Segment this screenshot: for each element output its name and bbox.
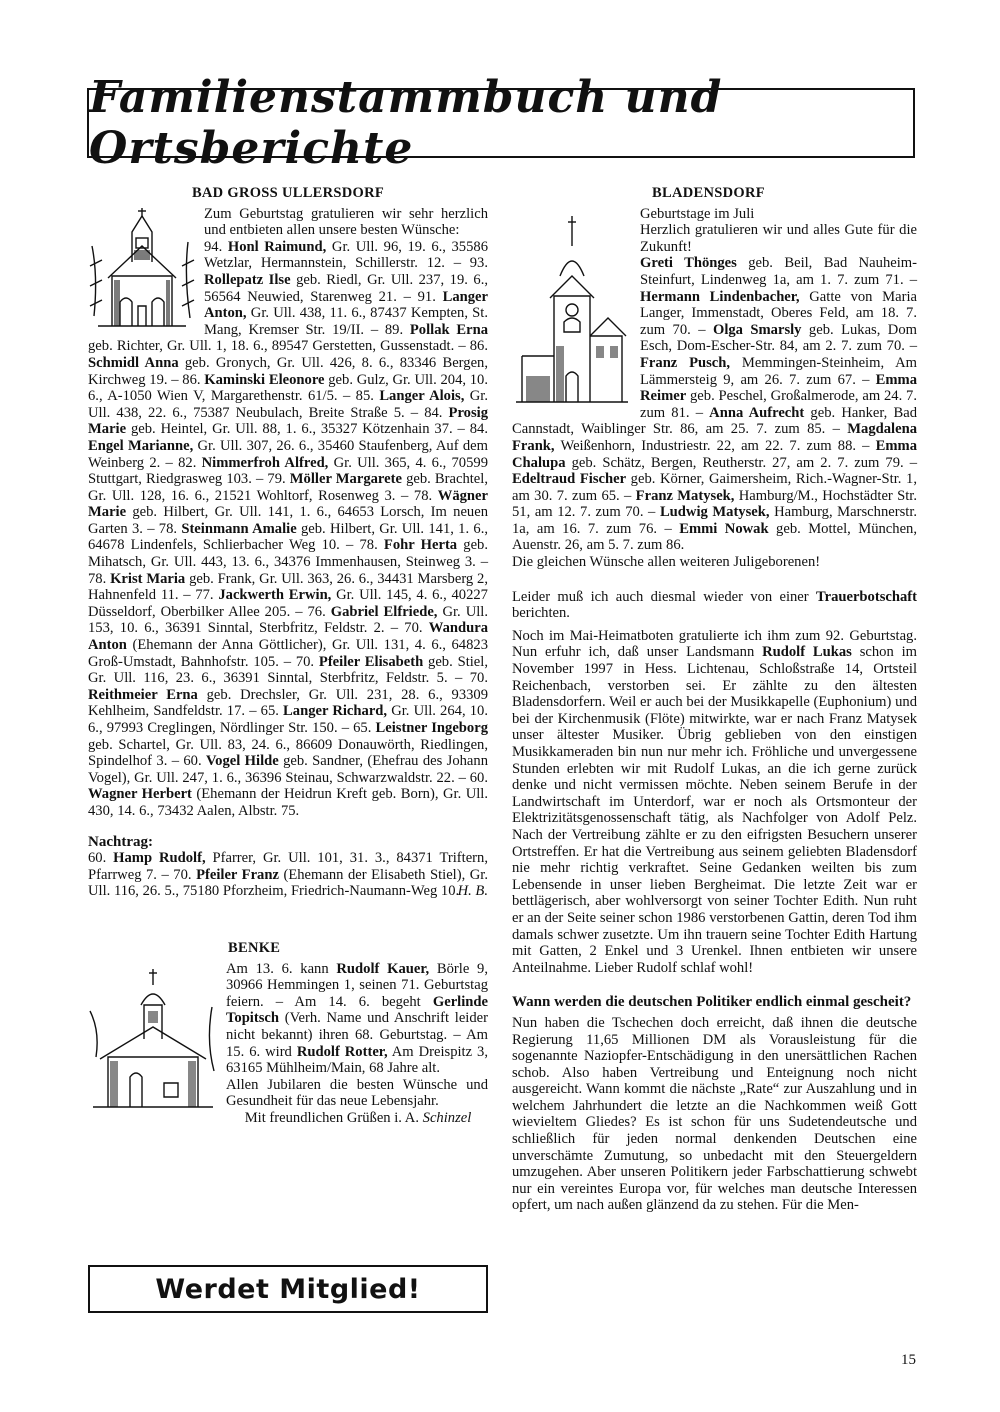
obit-name: Rudolf Lukas: [762, 644, 852, 661]
entry-name: Engel Marianne,: [88, 437, 194, 454]
benke-greeting-text: Mit freundlichen Grüßen i. A.: [244, 1109, 419, 1126]
membership-box: [88, 1265, 488, 1313]
entry-name: Magdalena Frank,: [512, 421, 917, 454]
entry-name: Leistner Ingeborg: [375, 720, 488, 736]
entry-text: geb. Schartel, Gr. Ull. 83, 24. 6., 86609 Donauwörth, Riedlingen, Spindelhof 3. – 60.: [88, 736, 488, 770]
entry-text: geb. Frank, Gr. Ull. 363, 26. 6., 34431 Marsberg 2, Hahnenfeld 11. – 77.: [88, 570, 488, 604]
trauer-text: [512, 589, 917, 622]
obit-post: schon im November 1997 in Hess. Lichtenau, Schloßstraße 14, Ortsteil Reichenbach, verstorben sei. Er zählte zu den ältesten Bladensdorfern. Weil er auch bei der Musikkapelle (Euphonium) und bei der Kirchenmusik (Flöte) mitwirkte, war er nach Franz Matysek unser ältester Musiker. Übrig geblieben von den einstigen Musikkameraden bin nun nur mehr ich. Fröhliche und unvergessene Stunden erlebten wir mit Rudolf Lukas, an die ich gerne zurück denke und nicht vermissen möchte. Neben seinem Berufe in der Landwirtschaft im Unterdorf, war er noch als Ortsmonteur der Elektrizitätsgenossenschaft tätig, als Nachfolger von Adolf Pelz. Nach der Vertreibung zählte er zu den eifrigsten Besuchern unserer Ortstreffen. Er hat die Vertreibung aus seinem geliebten Bladensdorf nie mehr richtig verkraftet. Seine Gedanken weilten bis zum Lebensende in unser lieben Bergheimat. Die letzte Zeit war er bettlägerisch, aber wohlversorgt von seiner Tochter Edith. Nun ruht er an der Seite seiner schon 1986 verstorbenen Gattin, deren Tod ihm damals schwer zusetzte. Um ihn trauern seine Tochter Edith Hartung mit Gatten, 2 Enkel und 3 Urenkel. Ihnen entbieten wir unsere Anteilnahme. Lieber Rudolf schlaf wohl!: [512, 644, 917, 976]
benke-text-segment: (Verh. Name und Anschrift leider nicht bekannt) ihren 68. Geburtstag. – Am 15. 6. wird: [226, 1010, 488, 1060]
entry-name: Hamp Rudolf,: [113, 850, 206, 867]
entry-text: geb. Hilbert, Gr. Ull. 141, 1. 6., 64678 Lindenfels, Schlierbacher Weg 10. – 78.: [88, 520, 488, 554]
entry-name: Reithmeier Erna: [88, 686, 198, 703]
entry-name: Schmidl Anna: [88, 354, 179, 371]
entry-name: Prosig Marie: [88, 404, 488, 438]
entry-text: Gr. Ull. 264, 10. 6., 97993 Creglingen, Nördlinger Str. 150. – 65.: [88, 703, 488, 736]
church-tower-illustration: [512, 206, 632, 406]
entry-name: Anna Aufrecht: [709, 404, 805, 421]
banner-title: Familienstammbuch und Ortsberichte: [89, 72, 723, 174]
church-illustration: [88, 206, 196, 330]
entry-name: Edeltraud Fischer: [512, 471, 627, 488]
benke-text-segment: Am Dreispitz 3, 63165 Mühlheim/Main, 68 Jahre alt.: [226, 1043, 488, 1077]
entry-text: Gatte von Maria Langer, Immenstadt, Oberes Feld, am 18. 7. zum 70. –: [640, 288, 917, 338]
entry-text: Gr. Ull. 438, 11. 6., 87437 Kempten, St. Mang, Kremser Str. 19/II. – 89.: [204, 305, 488, 338]
entry-text: geb. Hilbert, Gr. Ull. 141, 1. 6., 64653 Lorsch, Im neuen Garten 3. – 78.: [88, 504, 488, 537]
trauer-pre: Leider muß ich auch diesmal wieder von einer: [512, 588, 816, 605]
entry-name: Olga Smarsly: [712, 321, 802, 338]
benke-section: [88, 940, 488, 1127]
benke-name: Gerlinde Topitsch: [226, 993, 488, 1027]
entry-name: Langer Richard,: [283, 703, 388, 720]
entry-name: Pfeiler Elisabeth: [318, 653, 424, 670]
entry-text: Hamburg/M., Hochstädter Str. 51, am 12. 7. zum 70. –: [512, 487, 917, 521]
entry-text: geb. Drechsler, Gr. Ull. 231, 28. 6., 93309 Kehlheim, Sandfeldstr. 17. – 65.: [88, 686, 489, 720]
entry-name: Hermann Lindenbacher,: [640, 288, 800, 305]
benke-name: Rudolf Kauer,: [336, 960, 430, 977]
entry-text: geb. Gronych, Gr. Ull. 426, 8. 6., 83346 Bergen, Kirchweg 19. – 86.: [88, 354, 488, 388]
entry-name: Wagner Herbert: [88, 786, 192, 803]
signature: H. B.: [457, 882, 488, 899]
page-number: 15: [901, 1352, 916, 1368]
benke-text-segment: Am 13. 6. kann: [226, 960, 337, 977]
entry-name: Gabriel Elfriede,: [330, 603, 438, 620]
entry-text: geb. Mottel, München, Auenstr. 26, am 5. 7. zum 86.: [512, 520, 917, 554]
entry-name: Jackwerth Erwin,: [218, 587, 332, 604]
entry-name: Fohr Herta: [383, 537, 458, 554]
entry-text: geb. Peschel, Großalmerode, am 24. 7. zum 81. –: [640, 388, 917, 421]
entry-text: geb. Heintel, Gr. Ull. 88, 1. 6., 35327 Kötzenhain 37. – 84.: [126, 421, 488, 438]
entry-name: Nimmerfroh Alfred,: [201, 454, 329, 471]
bad-heading: BAD GROSS ULLERSDORF: [191, 185, 385, 201]
benke-name: Rudolf Rotter,: [296, 1043, 388, 1060]
entry-text: Gr. Ull. 153, 10. 6., 36391 Sinntal, Sterbfritz, Feldstr. 2. – 70.: [88, 603, 488, 637]
blad-closing: Die gleichen Wünsche allen weiteren Juligeborenen!: [512, 554, 821, 571]
entry-name: Wandura Anton: [88, 620, 488, 654]
entry-name: Kaminski Eleonore: [204, 371, 325, 388]
entry-text: geb. Körner, Gaimersheim, Rich.-Wagner-Str. 1, am 30. 7. zum 65. –: [512, 471, 917, 504]
entry-text: Gr. Ull. 438, 22. 6., 75387 Neubulach, Breite Straße 5. – 84.: [88, 388, 488, 421]
entry-text: geb. Richter, Gr. Ull. 1, 18. 6., 89547 Gerstetten, Gussenstadt. – 86.: [88, 338, 488, 355]
politik-text: Nun haben die Tschechen doch erreicht, daß ihnen die deutsche Regierung 11,65 Millionen DM als Vorausleistung für die sogenannte Naziopfer-Entschädigung in den unersättlichen Rachen schob. Also haben Vertreibung und Enteignung noch nicht ausgereicht. Wann kommt die nächste „Rate“ zur Auszahlung und in welchem Jahrhundert die letzte an die Nachkommen weiß Gott wievieltem Gliedes? Es ist schon für uns Sudetendeutsche und schließlich für jeden normal denkenden Deutschen eine unverschämte Zumutung, so unbedacht mit den Steuergeldern umzugehen. Aber unseren Politikern jeder Farbschattierung schwebt nur ein vereintes Europa vor, für welches man deutsche Interessen opfert, um nach außen glänzend da zu stehen. Für die Men-: [512, 1014, 917, 1214]
nachtrag-entries: [88, 850, 488, 900]
blad-heading: BLADENSDORF: [652, 185, 765, 201]
benke-text-segment: Börle 9, 30966 Hemmingen 1, seinen 71. Geburtstag feiern. – Am 14. 6. begeht: [226, 960, 488, 1010]
left-column: [88, 185, 488, 1126]
entry-text: Gr. Ull. 307, 26. 6., 35460 Staufenberg, Auf dem Weinberg 2. – 82.: [88, 437, 488, 471]
entry-name: Greti Thönges: [640, 255, 737, 272]
entry-name: Franz Pusch,: [640, 354, 731, 371]
right-column: [512, 185, 917, 1214]
entry-name: Emma Reimer: [640, 371, 917, 405]
bad-intro: Zum Geburtstag gratulieren wir sehr herzlich und entbieten allen unsere besten Wünsche:: [204, 205, 488, 239]
politik-heading: Wann werden die deutschen Politiker endlich einmal gescheit?: [512, 994, 912, 1011]
entry-text: geb. Sandner, (Ehefrau des Johann Vogel), Gr. Ull. 247, 1. 6., 36396 Steinau, Schwarzwaldstr. 22. – 60.: [88, 753, 488, 786]
entry-name: Langer Alois,: [379, 388, 465, 405]
entry-name: Langer Anton,: [204, 288, 488, 322]
entry-text: geb. Hanker, Bad Cannstadt, Waiblinger Str. 86, am 25. 7. zum 85. –: [512, 404, 917, 438]
entry-text: geb. Stiel, Gr. Ull. 116, 23. 6., 36391 Sinntal, Sterbfritz, Feldstr. 5. – 70.: [88, 653, 488, 687]
entry-name: Möller Margarete: [289, 471, 402, 488]
entry-text: geb. Brachtel, Gr. Ull. 128, 16. 6., 21521 Wohltorf, Rosenweg 3. – 78.: [88, 471, 488, 504]
entry-text: geb. Mihatsch, Gr. Ull. 443, 13. 6., 34376 Immenhausen, Steinweg 3. – 78.: [88, 537, 489, 587]
entry-name: Steinmann Amalie: [181, 520, 297, 537]
benke-heading: BENKE: [228, 939, 281, 956]
blad-intro2: Herzlich gratulieren wir und alles Gute für die Zukunft!: [640, 222, 917, 255]
entry-name: Emmi Nowak: [679, 520, 769, 537]
entry-text: geb. Lukas, Dom Esch, Dom-Escher-Str. 84, am 2. 7. zum 70. –: [640, 321, 917, 355]
entry-text: Gr. Ull. 145, 4. 6., 40227 Düsseldorf, Oberbilker Allee 205. – 76.: [88, 587, 488, 620]
entry-text: (Ehemann der Heidrun Kreft geb. Born), Gr. Ull. 430, 14. 6., 73432 Aalen, Albstr. 75.: [88, 786, 489, 819]
entry-name: Pfeiler Franz: [196, 866, 279, 883]
entry-text: (Ehemann der Anna Göttlicher), Gr. Ull. 131, 4. 6., 64823 Groß-Umstadt, Bahnhofstr. 105. – 70.: [88, 637, 488, 670]
benke-greeting: [228, 1110, 488, 1127]
entry-name: Ludwig Matysek,: [659, 504, 770, 521]
trauer-post: berichten.: [512, 605, 570, 622]
entry-text: Memmingen-Steinheim, Am Lämmersteig 9, am 26. 7. zum 67. –: [640, 354, 917, 388]
entry-name: Franz Matysek,: [635, 487, 735, 504]
entry-text: Hamburg, Marschnerstr. 1a, am 16. 7. zum 76. –: [512, 504, 918, 537]
membership-text: Werdet Mitglied!: [155, 1273, 421, 1305]
entry-text: geb. Gulz, Gr. Ull. 204, 10. 6., A-1050 Wien V, Margarethenstr. 61/5. – 85.: [88, 371, 488, 405]
entry-name: Wägner Marie: [88, 487, 488, 521]
section-banner: [87, 72, 915, 174]
blad-intro1: Geburtstage im Juli: [640, 205, 755, 222]
entry-name: Emma Chalupa: [512, 437, 917, 471]
entry-text: geb. Riedl, Gr. Ull. 237, 19. 6., 56564 Neuwied, Starenweg 21. – 91.: [204, 271, 488, 305]
entry-name: Rollepatz Ilse: [204, 271, 291, 288]
entry-name: Pollak Erna: [409, 321, 489, 338]
entry-text: Gr. Ull. 365, 4. 6., 70599 Stuttgart, Riedgrasweg 103. – 79.: [88, 454, 488, 488]
benke-greeting-name: Schinzel: [422, 1109, 472, 1126]
entry-text: Gr. Ull. 96, 19. 6., 35586 Wetzlar, Hermannstein, Schillerstr. 12. – 93.: [204, 238, 488, 272]
benke-closing: Allen Jubilaren die besten Wünsche und Gesundheit für das neue Lebensjahr.: [226, 1076, 488, 1110]
entry-number: 94.: [204, 238, 228, 255]
entry-number: 60.: [88, 850, 114, 867]
trauer-bold: Trauerbotschaft: [815, 588, 917, 605]
entry-name: Honl Raimund,: [227, 238, 327, 255]
entry-text: (Ehemann der Elisabeth Stiel), Gr. Ull. 116, 26. 5., 75180 Pforzheim, Friedrich-Naumann-Weg 10.: [88, 866, 488, 900]
obit-pre: Noch im Mai-Heimatboten gratulierte ich ihm zum 92. Geburtstag. Nun erfuhr ich, daß unser Landsmann: [512, 627, 917, 661]
obituary-text: [512, 628, 917, 976]
chapel-illustration: [88, 961, 218, 1111]
entry-text: Weißenhorn, Industriestr. 22, am 22. 7. zum 88. –: [554, 437, 876, 454]
entry-text: Pfarrer, Gr. Ull. 101, 31. 3., 84371 Triftern, Pfarrweg 7. – 70.: [88, 850, 488, 883]
entry-name: Krist Maria: [110, 570, 186, 587]
entry-text: geb. Schätz, Bergen, Reutherstr. 27, am 2. 7. zum 79. –: [565, 454, 917, 471]
entry-text: geb. Beil, Bad Nauheim-Steinfurt, Lindenweg 1a, am 1. 7. zum 71. –: [640, 255, 917, 288]
entry-name: Vogel Hilde: [205, 753, 279, 770]
nachtrag-label: Nachtrag:: [88, 833, 153, 850]
